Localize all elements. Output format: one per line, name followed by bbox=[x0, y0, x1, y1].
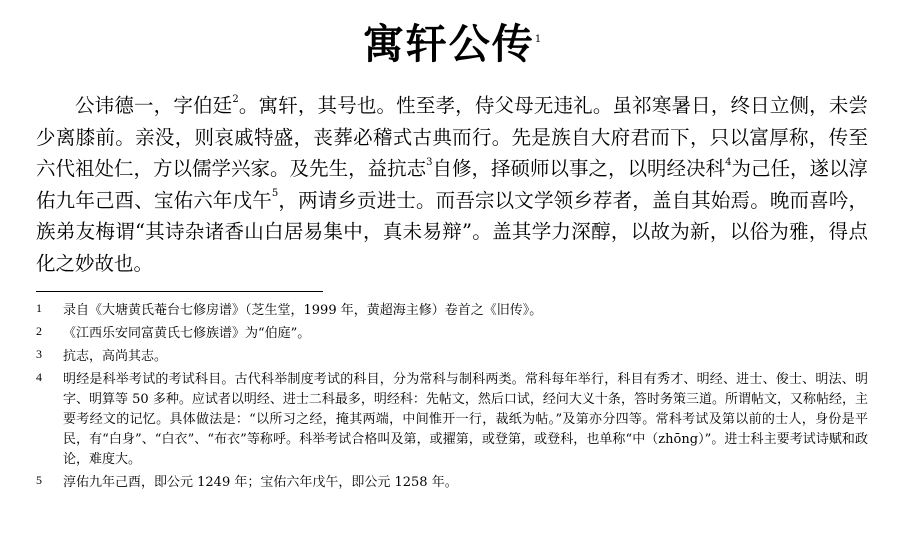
footnote-text: 淳佑九年己酉，即公元 1249 年；宝佑六年戊午，即公元 1258 年。 bbox=[63, 475, 458, 490]
body-text-run: 公讳德一，字伯廷 bbox=[75, 94, 233, 117]
title-block bbox=[0, 14, 904, 74]
footnote-ref[interactable]: 2 bbox=[232, 93, 239, 105]
body-paragraph bbox=[36, 90, 868, 279]
footnote-item bbox=[36, 473, 868, 493]
footnote-number: 1 bbox=[36, 301, 42, 315]
footnote-number: 5 bbox=[36, 473, 42, 487]
footnote-ref[interactable]: 4 bbox=[725, 156, 732, 168]
body-text-run: ，两请乡贡进士。而吾宗以文学领乡荐者，盖自其始焉。晚而喜吟，族弟友梅谓“其诗杂诸香山白居易集中，真未易辩”。盖其学力深醇，以故为新，以俗为雅，得点化之妙故也。 bbox=[36, 188, 868, 275]
footnote-text: 抗志，高尚其志。 bbox=[63, 349, 168, 364]
footnote-ref[interactable]: 3 bbox=[426, 156, 433, 168]
footnote-item bbox=[36, 324, 868, 344]
footnote-item bbox=[36, 347, 868, 367]
document-title: 寓轩公传 bbox=[362, 20, 535, 68]
footnote-item bbox=[36, 370, 868, 470]
title-footnote-ref: 1 bbox=[534, 33, 542, 45]
footnote-separator bbox=[36, 291, 323, 292]
footnote-ref[interactable]: 5 bbox=[271, 188, 279, 199]
footnote-text: 《江西乐安同富黄氏七修族谱》为“伯庭”。 bbox=[63, 326, 311, 341]
footnote-text: 录自《大塘黄氏菴台七修房谱》（芝生堂，1999 年，黄超海主修）卷首之《旧传》。 bbox=[63, 303, 543, 318]
footnote-item bbox=[36, 301, 868, 321]
body-text-run: 为己任，遂以淳佑九年己酉、宝佑六年戊午 bbox=[36, 157, 868, 212]
footnote-number: 4 bbox=[36, 370, 42, 384]
footnotes-section bbox=[36, 301, 868, 496]
footnote-text: 明经是科举考试的考试科目。古代科举制度考试的科目，分为常科与制科两类。常科每年举行，科目有秀才、明经、进士、俊士、明法、明字、明算等 50 多种。应试者以明经、进士二科最多，明经科：先帖文，然后口试，经问大义十条，答时务策三道。所谓帖文，又称帖经，主要考经文的记忆。具体做法是：“以所习之经，掩其两端，中间惟开一行，裁纸为帖。”及第亦分四等。常科考试及第以前的士人，身份是平民，有“白身”、“白衣”、“布衣”等称呼。科举考试合格叫及第，或擢第，或登第，或登科，也单称“中（zhōng）”。进士科主要考试诗赋和政论，难度大。 bbox=[63, 372, 868, 467]
footnote-number: 2 bbox=[36, 324, 42, 338]
footnote-number: 3 bbox=[36, 347, 42, 361]
body-text-run: 自修，择硕师以事之，以明经决科 bbox=[432, 157, 726, 180]
body-text-run: 。寓轩，其号也。性至孝，侍父母无违礼。虽祁寒暑日，终日立侧，未尝少离膝前。亲没，则哀戚特盛，丧葬必稽式古典而行。先是族自大府君而下，只以富厚称，传至六代祖处仁，方以儒学兴家。及先生，益抗志 bbox=[36, 94, 868, 180]
